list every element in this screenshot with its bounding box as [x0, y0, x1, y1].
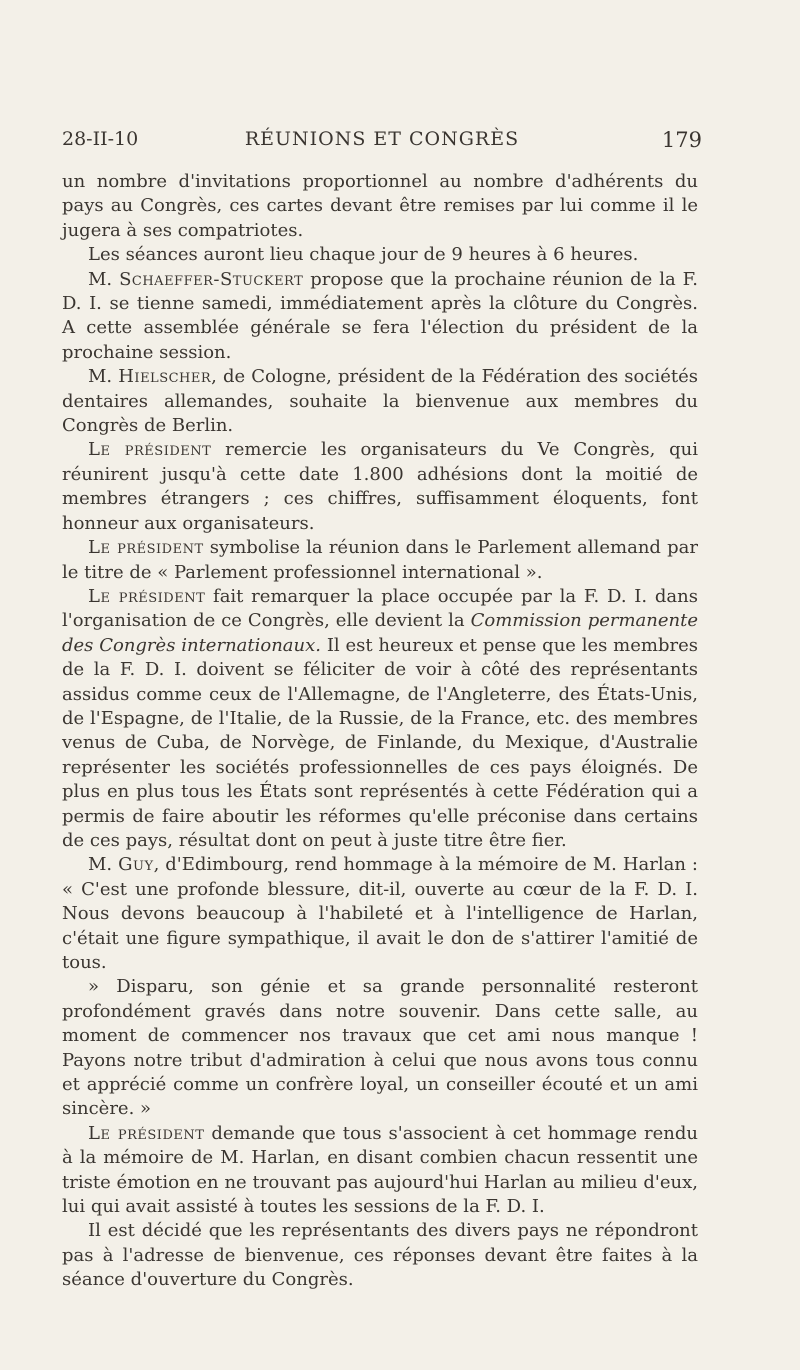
paragraph-8	[62, 853, 698, 975]
paragraph-3-text: propose que la prochaine réunion de la F. D. I. se tienne samedi, immédiatement après la clôture du Congrès. A cette assemblée générale se fera l'élection du président de la prochaine session.	[62, 268, 698, 363]
paragraph-8-prefix: M.	[88, 854, 113, 876]
speaker-name: Schaeffer-Stuckert	[119, 268, 304, 290]
running-header	[62, 128, 702, 162]
paragraph-9-text: » Disparu, son génie et sa grande personnalité resteront profondément gravés dans notre souvenir. Dans cette salle, au moment de commencer nos travaux que cet ami nous manque ! Payons notre tribut d'admiration à celui que nous avons tous connu et apprécié comme un confrère loyal, un conseiller écouté et un ami sincère. »	[62, 976, 698, 1120]
speaker-name: Le président	[88, 537, 204, 559]
header-date: 28-II-10	[62, 128, 139, 150]
header-title: RÉUNIONS ET CONGRÈS	[244, 128, 520, 150]
commission-title: Commission permanente des Congrès internationaux.	[62, 610, 698, 656]
paragraph-4	[62, 365, 698, 438]
speaker-name: Guy	[118, 854, 154, 876]
paragraph-1-text: un nombre d'invitations proportionnel au nombre d'adhérents du pays au Congrès, ces cartes devant être remises par lui comme il le jugera à ses compatriotes.	[62, 171, 698, 241]
paragraph-7-text: fait remarquer la place occupée par la F. D. I. dans l'organisation de ce Congrès, elle devient la	[62, 585, 698, 632]
paragraph-5	[62, 438, 698, 536]
paragraph-10	[62, 1122, 698, 1220]
paragraph-6	[62, 536, 698, 585]
speaker-name: Le président	[88, 585, 206, 607]
speaker-name: Hielscher	[118, 366, 212, 388]
paragraph-4-text: , de Cologne, président de la Fédération des sociétés dentaires allemandes, souhaite la bienvenue aux membres du Congrès de Berlin.	[62, 366, 698, 437]
paragraph-5-text: remercie les organisateurs du Ve Congrès, qui réunirent jusqu'à cette date 1.800 adhésions dont la moitié de membres étrangers ; ces chiffres, suffisamment éloquents, font honneur aux organisateurs.	[62, 439, 698, 534]
paragraph-3-prefix: M.	[88, 268, 113, 290]
paragraph-10-text: demande que tous s'associent à cet hommage rendu à la mémoire de M. Harlan, en disant combien chacun ressentit une triste émotion en ne trouvant pas aujourd'hui Harlan au milieu d'eux, lui qui avait assisté à toutes les sessions de la F. D. I.	[62, 1122, 698, 1218]
paragraph-8-text: , d'Edimbourg, rend hommage à la mémoire de M. Harlan : « C'est une profonde blessure, dit-il, ouverte au cœur de la F. D. I. Nous devons beaucoup à l'habileté et à l'intelligence de Harlan, c'était une figure sympathique, il avait le don de s'attirer l'amitié de tous.	[62, 854, 698, 973]
paragraph-9	[62, 975, 698, 1121]
paragraph-1	[62, 170, 698, 243]
paragraph-7	[62, 585, 698, 853]
paragraph-2-text: Les séances auront lieu chaque jour de 9 heures à 6 heures.	[88, 244, 639, 266]
speaker-name: Le président	[88, 1122, 205, 1144]
paragraph-2	[62, 243, 698, 267]
paragraph-6-text: symbolise la réunion dans le Parlement allemand par le titre de « Parlement professionnel international ».	[62, 537, 698, 583]
page-body	[62, 170, 698, 1293]
paragraph-11-text: Il est décidé que les représentants des divers pays ne répondront pas à l'adresse de bienvenue, ces réponses devant être faites à la séance d'ouverture du Congrès.	[62, 1220, 698, 1291]
paragraph-4-prefix: M.	[88, 366, 113, 388]
paragraph-11	[62, 1219, 698, 1292]
paragraph-3	[62, 268, 698, 366]
paragraph-7-continuation: Il est heureux et pense que les membres de la F. D. I. doivent se féliciter de voir à côté des représentants assidus comme ceux de l'Allemagne, de l'Angleterre, des États-Unis, de l'Espagne, de l'Italie, de la Russie, de la France, etc. des membres venus de Cuba, de Norvège, de Finlande, du Mexique, d'Australie représenter les sociétés professionnelles de ces pays éloignés. De plus en plus tous les États sont représentés à cette Fédération qui a permis de faire aboutir les réformes qu'elle préconise dans certains de ces pays, résultat dont on peut à juste titre être fier.	[62, 634, 698, 851]
page-number: 179	[661, 128, 702, 152]
speaker-name: Le président	[88, 439, 212, 461]
